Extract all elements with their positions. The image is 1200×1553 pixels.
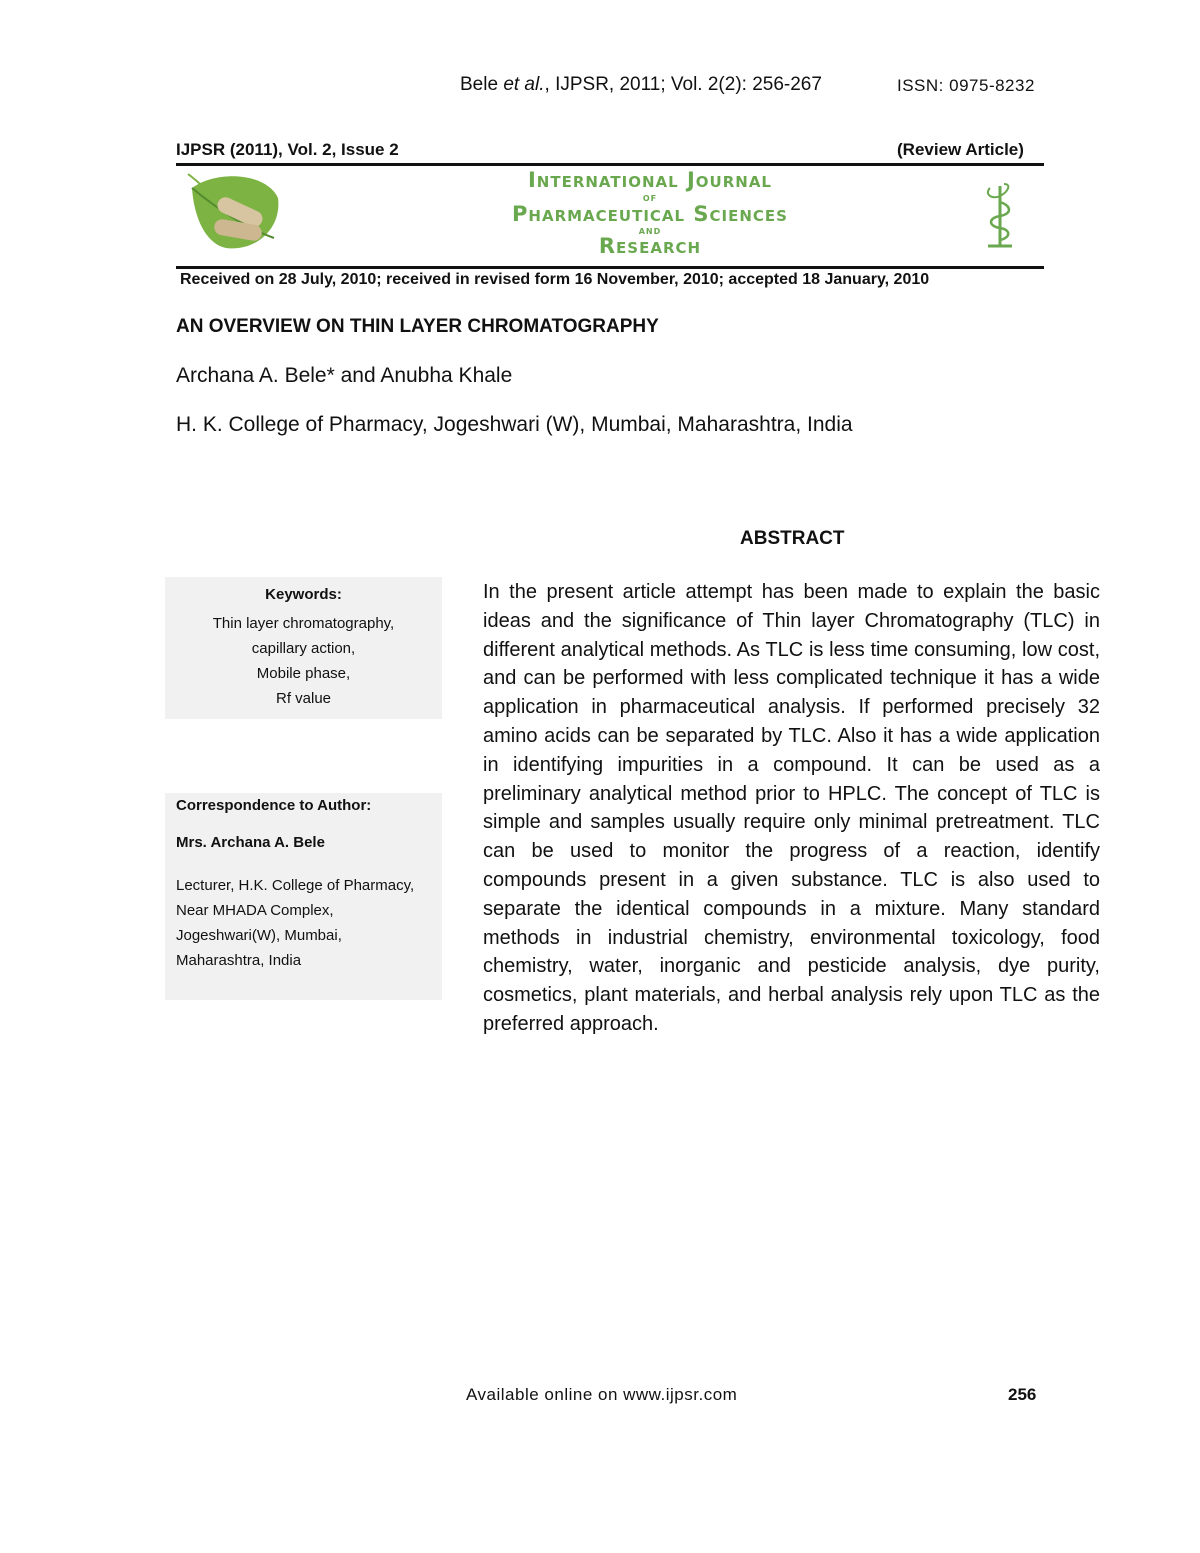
keyword-item: Mobile phase, [256,665,351,682]
journal-line-2: of [642,191,658,204]
caduceus-logo-icon [982,180,1018,250]
issn: ISSN: 0975-8232 [897,76,1035,95]
address-line: Near MHADA Complex, [176,902,334,919]
journal-line-5: Research [598,234,702,258]
header-rule-bottom [176,266,1044,269]
address-line: Lecturer, H.K. College of Pharmacy, [176,877,415,894]
keyword-item: Rf value [275,690,332,707]
submission-dates: Received on 28 July, 2010; received in revised form 16 November, 2010; accepted 18 January, 2010 [180,271,930,288]
address-line: Maharashtra, India [176,952,302,969]
journal-line-1: International Journal [527,168,772,192]
header-rule-top [176,163,1044,166]
journal-issue: IJPSR (2011), Vol. 2, Issue 2 [176,140,399,159]
correspondence-name: Mrs. Archana A. Bele [176,834,325,851]
address-line: Jogeshwari(W), Mumbai, [176,927,342,944]
correspondence-box [165,793,442,1000]
keyword-item: Thin layer chromatography, [212,615,395,632]
article-type: (Review Article) [897,140,1024,159]
journal-line-3: Pharmaceutical Sciences [512,202,788,226]
correspondence-title: Correspondence to Author: [176,797,372,814]
journal-line-4: and [638,224,662,237]
keywords-list [165,611,442,711]
footer-availability: Available online on www.ijpsr.com [466,1385,738,1404]
running-head [460,74,822,96]
abstract-text: In the present article attempt has been made to explain the basic ideas and the significance of Thin layer Chromatography (TLC) in different analytical methods. As TLC is less time consuming, low cost, and can be performed with less complicated technique it has a wide application in pharmaceutical analysis. If performed precisely 32 amino acids can be separated by TLC. Also it has a wide application in identifying impurities in a compound. It can be used as a preliminary analytical method prior to HPLC. The concept of TLC is simple and samples usually require only minimal pretreatment. TLC can be used to monitor the progress of a reaction, identify compounds present in a given substance. TLC is also used to separate the identical compounds in a mixture. Many standard methods in industrial chemistry, environmental toxicology, food chemistry, water, inorganic and pesticide analysis, dye purity, cosmetics, plant materials, and herbal analysis rely upon TLC as the preferred approach. [483,581,1100,1035]
abstract-heading: ABSTRACT [740,528,845,549]
article-authors: Archana A. Bele* and Anubha Khale [176,364,513,387]
keyword-item: capillary action, [251,640,356,657]
page-number: 256 [1008,1385,1037,1404]
running-head-etal: et al. [503,74,545,95]
leaf-capsule-logo-icon [186,168,282,254]
running-head-author: Bele [460,74,499,95]
article-title: AN OVERVIEW ON THIN LAYER CHROMATOGRAPHY [176,316,659,337]
article-affiliation: H. K. College of Pharmacy, Jogeshwari (W), Mumbai, Maharashtra, India [176,413,853,436]
journal-name [450,170,850,257]
running-head-citation: , IJPSR, 2011; Vol. 2(2): 256-267 [544,74,822,95]
keywords-box [165,577,442,719]
correspondence-address [176,873,442,973]
keywords-title: Keywords: [265,586,342,603]
